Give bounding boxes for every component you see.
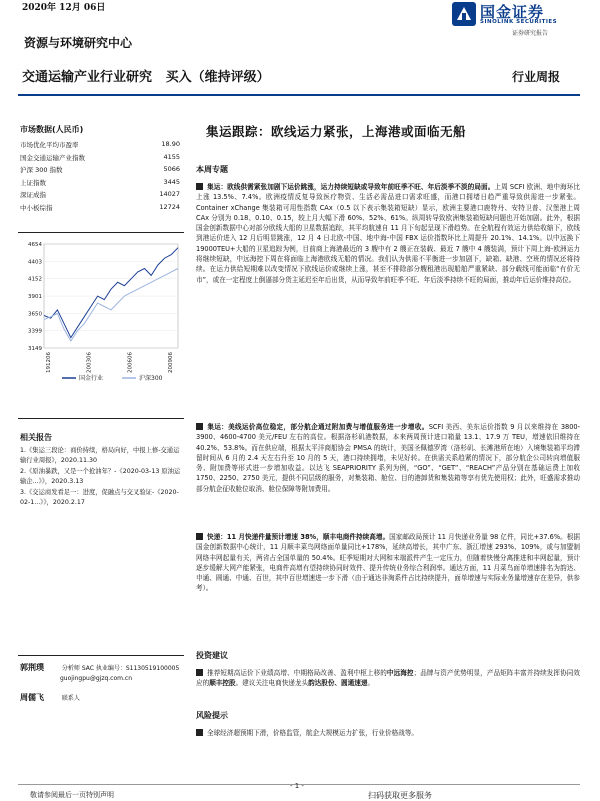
bullet-icon <box>196 729 203 736</box>
research-center-name: 资源与环境研究中心 <box>24 36 133 50</box>
x-tick-label: 200906 <box>168 352 174 373</box>
market-data-row <box>20 165 180 174</box>
paragraph-container-shipping-eu <box>196 182 580 285</box>
market-data-label: 深证成指 <box>20 191 46 199</box>
bullet-icon <box>196 669 203 676</box>
bullet-icon <box>196 183 203 190</box>
report-date: 2020年 12月 06日 <box>22 3 106 13</box>
stock-name: 顺丰控股 <box>209 679 236 688</box>
legend-label: 国金行业 <box>79 375 104 382</box>
sidebar-divider <box>18 418 184 419</box>
stock-name: 中远海控 <box>386 669 414 677</box>
market-data-value: 18.90 <box>161 140 180 148</box>
industry-name: 交通运输产业行业研究 <box>22 70 153 85</box>
y-tick-label: 4152 <box>28 276 42 283</box>
related-report-item[interactable]: 2.《原油暴跌，又是一个抢油年？-《2020-03-13 原油运输企...》》，2020.3.13 <box>20 468 181 485</box>
market-data-value: 4155 <box>163 152 180 161</box>
analyst-email[interactable]: guojingpu@gjzq.com.cn <box>60 675 133 682</box>
market-data-value: 5066 <box>163 165 180 173</box>
analyst-name: 周儒飞 <box>20 693 44 702</box>
logo-subtitle: 证券研究报告 <box>512 30 549 37</box>
paragraph-body: 国家邮政局预计 11 月快递业务量 98 亿件，同比+37.6%。根据国金创新数据中心统计，11 月顺丰菜鸟网络面单量同比+178%，延续高增长，其中广东、浙江增速 293%、109%，或与加盟制网络丰网起量有关，两省占全国单量的 50.4%。旺季短期对大网和末端派件产生一定压力，但随着快慢分离推进和丰网起量，预计逐步缓解大网产能紧张，电商件高增有望持续协同时效件、提升传统业务综合利润率。通达方面，11 月菜鸟面单增速排名为韵达、申通、圆通、中通、百世，其中百世增速进一步下滑（由于通达非淘系件占比持续提升，面单增速与实际业务量增速存在差异，供参考）。 <box>196 533 580 593</box>
related-report-item[interactable]: 3.《交运商发看足一：进度，促融点与交叉验证-《2020-02-1...》》，2020.2.17 <box>20 489 179 506</box>
logo-english-name: SINOLINK SECURITIES <box>480 19 558 25</box>
market-data-row <box>20 140 180 149</box>
sidebar-divider <box>18 232 184 233</box>
section-title-focus: 本周专题 <box>196 165 228 174</box>
market-data-row <box>20 178 180 187</box>
paragraph-body: 。建议关注电商快递龙头 <box>235 679 309 688</box>
analyst-1 <box>20 662 185 682</box>
paragraph-body: 全球经济超预期下滑，价格监管，航企大规模运力扩张，行业价格战等。 <box>207 729 418 737</box>
market-data-label: 国金交通运输产业指数 <box>20 153 85 162</box>
disclaimer-note: 敬请参阅最后一页特别声明 <box>30 791 114 799</box>
paragraph-container-risk <box>196 728 580 738</box>
y-tick-label: 3650 <box>28 311 42 318</box>
paragraph-container-shipping-us <box>196 422 580 494</box>
logo-chinese-name: 国金证券 <box>480 3 545 21</box>
series-line-2 <box>44 269 178 342</box>
bullet-icon <box>196 533 203 540</box>
market-data-value: 14027 <box>159 190 180 198</box>
market-data-title: 市场数据(人民币) <box>20 125 84 134</box>
analyst-name: 郭荆璞 <box>20 663 44 672</box>
market-data-row <box>20 153 180 162</box>
x-tick-label: 200606 <box>127 352 134 373</box>
section-title-invest: 投资建议 <box>196 651 228 660</box>
market-data-label: 上证指数 <box>20 178 46 187</box>
report-type: 行业周报 <box>512 70 561 84</box>
paragraph-heading: 集运：欧线供需紧张加剧下运价跳涨，运力持续短缺或导致年前旺季不旺、年后淡季不淡的局面。 <box>207 183 495 191</box>
y-tick-label: 4403 <box>28 259 42 266</box>
paragraph-container-express <box>196 532 580 594</box>
x-tick-label: 200306 <box>86 352 93 373</box>
stock-name: 韵达股份、圆通速递 <box>308 679 368 688</box>
report-title: 集运跟踪：欧线运力紧张，上海港或面临无船 <box>206 124 467 139</box>
related-reports-list <box>20 446 182 509</box>
analyst-2 <box>20 692 185 703</box>
legend-label: 沪深300 <box>139 375 163 382</box>
section-title-risk: 风险提示 <box>196 711 228 720</box>
y-tick-label: 4654 <box>28 242 42 248</box>
market-data-value: 12724 <box>159 202 180 211</box>
rating: 买入（维持评级） <box>165 70 270 85</box>
analyst-cert: 联系人 <box>61 695 80 702</box>
related-reports-title: 相关报告 <box>20 433 52 442</box>
market-data-label: 沪深 300 指数 <box>20 166 63 174</box>
paragraph-heading: 快递：11 月快递件量预计增速 38%，顺丰电商件持续高增。 <box>207 533 390 541</box>
market-data-label: 市场优化平均市盈率 <box>20 141 79 149</box>
related-report-item[interactable]: 1.《集运三段论：商价持续，格局向好，中报上修-交通运输行业周报》，2020.11.30 <box>20 447 180 464</box>
bullet-icon <box>196 423 203 430</box>
y-tick-label: 3901 <box>28 294 42 301</box>
sinolink-logo-icon <box>452 2 476 26</box>
company-logo <box>452 2 580 36</box>
market-data-row <box>20 203 180 212</box>
x-tick-label: 191206 <box>46 352 52 373</box>
paragraph-body: SCFI 美西、美东运价指数 9 月以来维持在 3800-3900、4600-4700 美元/FEU 左右的高位。根据洛杉矶港数据，本来两周预计进口箱量 13.1、17.9 万 TEU，增速依旧维持在 40.2%、53.8%。而在供应端，根据太平洋商船协会 PMSA 的统计，美国圣佩德罗湾（洛杉矶、长滩港所在地）入境集装箱平均滞留时间从 6 月的 2.4 天左右升至 10 月的 5 天，港口持续拥堵，未见好转。在供需关系趋紧的情况下，部分航企公司转向增值服务、附加费等形式进一步增加收益。以达飞 SEAPRIORITY 系列为例，“GO”、“GET”、“REACH”产品分别在基础运费上加收 1750、2250、2750 美元，提供不同层级的服务，对集装箱、舱位、目的港卸货和集装箱等享有优先使用权；此外，旺盛需求推动部分航企征收舱位取消、舱位保障等附加费用。 <box>196 423 581 493</box>
sidebar-divider <box>18 655 184 656</box>
industry-rating <box>22 66 270 85</box>
analyst-cert: 分析师 SAC 执业编号：S1130519100005 <box>61 665 180 672</box>
y-tick-label: 3399 <box>28 328 42 335</box>
paragraph-body: 。 <box>367 679 375 688</box>
paragraph-container-invest <box>196 668 580 689</box>
paragraph-body: 推荐短期高运价下业绩高增、中期格局改善、盈利中枢上移的 <box>207 669 387 677</box>
y-tick-label: 3149 <box>28 346 42 352</box>
paragraph-body: 上周 SCFI 欧洲、地中海环比上涨 13.5%、7.4%。欧洲疫情反复导致医疗物资、生活必需品进口需求旺盛，而港口拥堵日趋严重导致供需进一步紧张。Container xChange 集装箱可用性指数 CAx（0.5 以下表示集装箱短缺）显示，欧洲主要港口鹿特丹、安特卫普、汉堡港上周 CAx 分别为 0.18、0.10、0.15，较上月大幅下滑 60%、52%、61%。纵周转导致欧洲集装箱短缺问题也开始加剧。此外，根据国金创新数据中心对部分欧线大船的卫星数据追踪，其平均航速自 11 月下旬起呈现下滑趋势。在全航程有效运力供给收缩下，欧线到港运价进入 12 月后明显跳涨，12 月 4 日北欧-中国、地中海-中国 FBX 运价指数环比上周提升 20.1%、14.1%。以中远换下 19000TEU+大船的卫星追踪为例，目前商上海港最近的 3 艘中有 2 艘正在装载、最近 7 艘中 4 艘装满，预计下周上海-欧洲运力将继续短缺，中远海控下周在将面临上海港欧线无船的情况。我们认为供需不平衡进一步加剧下，缺箱、缺港、空班的情况还将持续。在运力供给短期难以改变情况下欧线运价或继续上涨，甚至不排除部分艘租港出现船舶严重紧缺、部分载线可能面临“有价无市”，或在一定程度上倒逼部分货主延迟至年后出货，从而导致年前旺季不旺、年后淡季持续不旺的局面，推动年后运价维持高位。 <box>196 183 581 284</box>
market-data-row <box>20 190 180 199</box>
paragraph-body: ；品牌与资产优势明显，产品矩阵丰富并持续发挥协同效应的 <box>196 669 581 688</box>
index-line-chart <box>18 238 184 388</box>
market-data-label: 中小板综指 <box>20 203 53 212</box>
header-divider <box>18 94 580 96</box>
footer-service: 扫码获取更多服务 <box>368 791 432 800</box>
paragraph-heading: 集运：美线运价高位稳定，部分航企通过附加费与增值服务进一步增收。 <box>207 423 429 431</box>
market-data-value: 3445 <box>163 177 180 186</box>
page-number: - 1 - <box>290 782 304 790</box>
